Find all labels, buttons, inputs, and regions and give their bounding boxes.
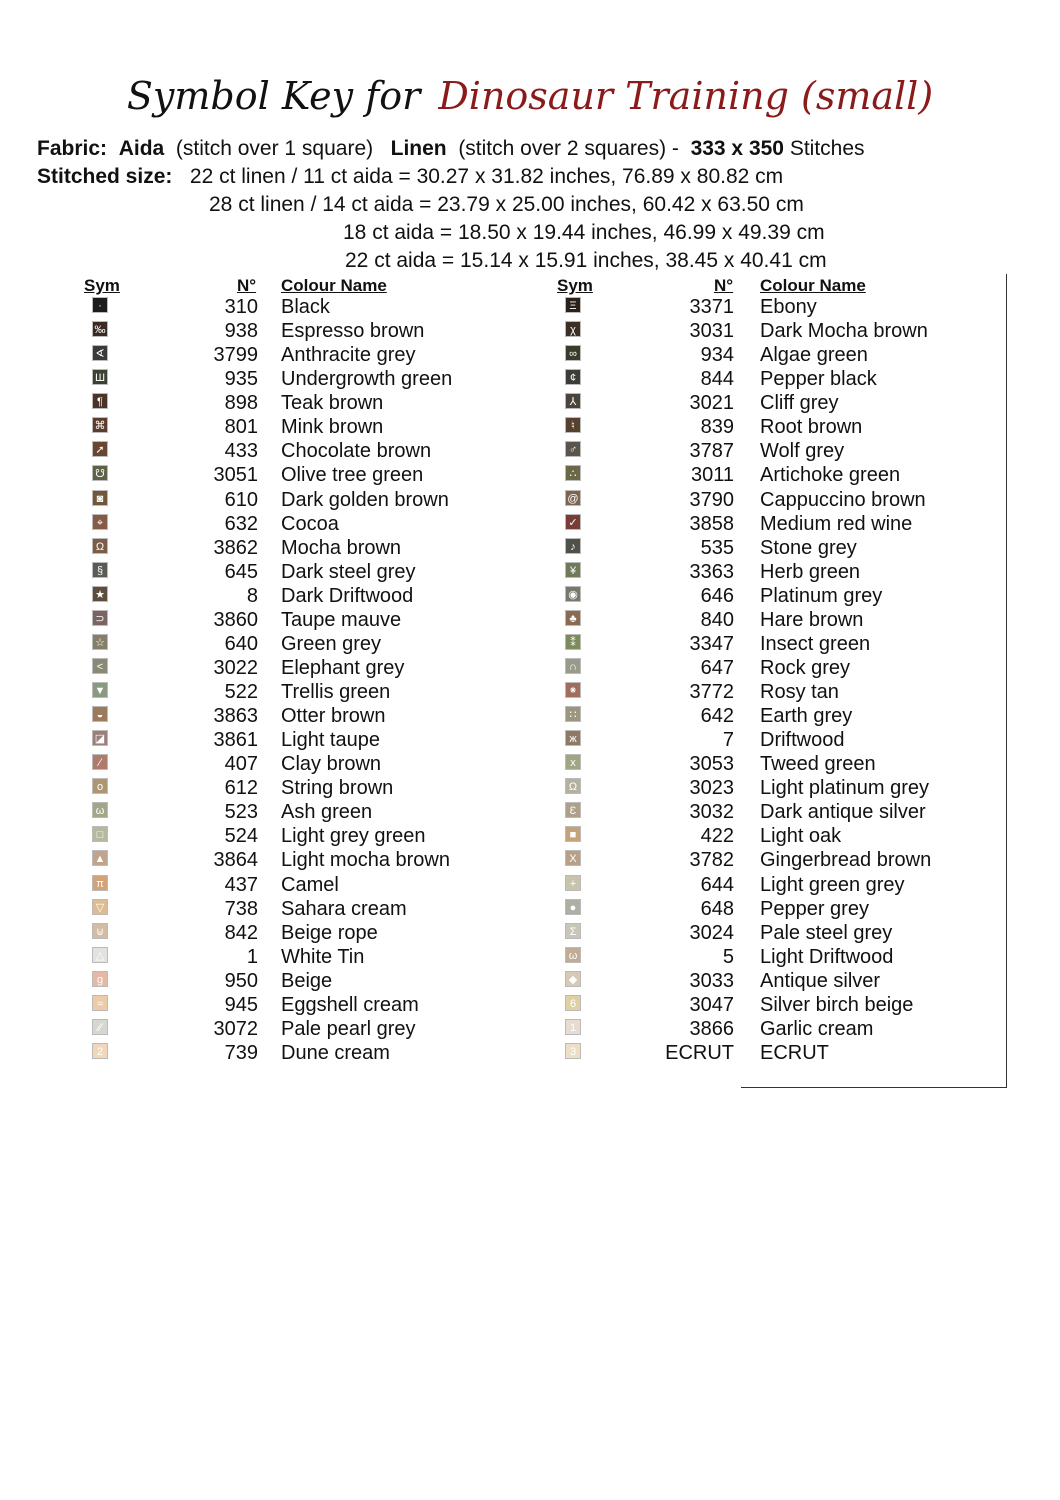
fabric-linen: Linen [390, 137, 447, 160]
thread-number: 647 [700, 656, 734, 679]
fabric-linen-note: (stitch over 2 squares) - [458, 137, 679, 160]
colour-name: Hare brown [760, 608, 864, 631]
thread-number: 3347 [689, 632, 734, 655]
symbol-swatch: Σ [565, 923, 581, 939]
thread-number: 422 [700, 825, 734, 848]
pattern-name: Dinosaur Training (small) [438, 74, 934, 118]
thread-number: 612 [224, 777, 258, 800]
colour-name: Dark golden brown [281, 488, 449, 511]
symbol-swatch: ω [92, 802, 108, 818]
colour-name: Dune cream [281, 1041, 390, 1064]
colour-name: Tweed green [760, 753, 876, 776]
colour-name: Dark steel grey [281, 560, 416, 583]
symbol-swatch: ● [565, 899, 581, 915]
thread-number: ECRUT [665, 1041, 734, 1064]
colour-name: Pale steel grey [760, 921, 893, 944]
colour-name: Light mocha brown [281, 849, 450, 872]
symbol-swatch: ♂ [565, 441, 581, 457]
thread-number: 3371 [689, 296, 734, 318]
thread-number: 7 [722, 729, 734, 752]
symbol-swatch: ж [565, 730, 581, 746]
symbol-swatch: χ [565, 321, 581, 337]
thread-number: 8 [246, 584, 258, 607]
stitch-count: 333 x 350 [690, 137, 784, 160]
colour-name: Gingerbread brown [760, 849, 932, 872]
symbol-swatch: ♣ [565, 610, 581, 626]
symbol-swatch: ◪ [92, 730, 108, 746]
symbol-swatch: ⌖ [92, 514, 108, 530]
thread-number: 3787 [689, 440, 734, 463]
colour-name: Mink brown [281, 416, 384, 439]
colour-name: Stone grey [760, 536, 857, 559]
fabric-line [37, 137, 865, 161]
header-name: Colour Name [281, 276, 387, 295]
colour-name: Teak brown [281, 392, 384, 415]
colour-name: Pepper black [760, 368, 877, 391]
symbol-swatch: 3 [565, 1043, 581, 1059]
symbol-swatch: ▲ [92, 850, 108, 866]
thread-number: 1 [246, 945, 258, 968]
colour-name: String brown [281, 777, 394, 800]
symbol-swatch: ∴ [565, 465, 581, 481]
colour-name: Medium red wine [760, 512, 913, 535]
colour-name: White Tin [281, 945, 365, 968]
thread-number: 3033 [689, 969, 734, 992]
thread-number: 407 [224, 753, 258, 776]
thread-number: 632 [224, 512, 258, 535]
symbol-swatch: ¥ [565, 562, 581, 578]
colour-name: Ebony [760, 296, 817, 318]
colour-name: Driftwood [760, 729, 845, 752]
symbol-swatch: ◒ [92, 706, 108, 722]
colour-name: Wolf grey [760, 440, 845, 463]
bottom-border [741, 1087, 1007, 1088]
size-text: 28 ct linen / 14 ct aida = 23.79 x 25.00 inches, 60.42 x 63.50 cm [209, 193, 804, 216]
colour-name: Cappuccino brown [760, 488, 926, 511]
symbol-swatch: ∩ [565, 658, 581, 674]
symbol-swatch: ≈ [92, 995, 108, 1011]
thread-number: 3053 [689, 753, 734, 776]
colour-name: Light oak [760, 825, 842, 848]
symbol-swatch: ⌘ [92, 417, 108, 433]
symbol-swatch: Ш [92, 369, 108, 385]
thread-number: 642 [700, 705, 734, 728]
thread-number: 3363 [689, 560, 734, 583]
fabric-aida: Aida [118, 137, 165, 160]
thread-number: 898 [224, 392, 258, 415]
colour-name: Cliff grey [760, 392, 839, 415]
symbol-swatch: ⊍ [92, 923, 108, 939]
thread-number: 3011 [690, 464, 734, 487]
header-sym: Sym [84, 276, 120, 295]
symbol-swatch: ⁑ [565, 634, 581, 650]
colour-name: Insect green [760, 632, 871, 655]
colour-name: Anthracite grey [281, 344, 416, 367]
symbol-swatch: ♮ [565, 417, 581, 433]
thread-number: 3862 [213, 536, 258, 559]
colour-name: Dark antique silver [760, 801, 926, 824]
thread-number: 3072 [213, 1017, 258, 1040]
thread-number: 3032 [689, 801, 734, 824]
page-title [0, 74, 1060, 118]
colour-name: Root brown [760, 416, 863, 439]
title-lead: Symbol Key for [126, 74, 421, 118]
thread-number: 648 [700, 897, 734, 920]
colour-name: Pepper grey [760, 897, 869, 920]
colour-name: Light taupe [281, 729, 380, 752]
thread-number: 3022 [213, 656, 258, 679]
symbol-swatch: @ [565, 490, 581, 506]
symbol-swatch: Ω [565, 778, 581, 794]
size-text: 18 ct aida = 18.50 x 19.44 inches, 46.99 x 49.39 cm [343, 221, 825, 244]
thread-number: 523 [224, 801, 258, 824]
symbol-swatch: ♪ [565, 538, 581, 554]
colour-name: Light green grey [760, 873, 905, 896]
thread-number: 646 [700, 584, 734, 607]
header-num: N° [237, 276, 257, 295]
colour-name: Platinum grey [760, 584, 883, 607]
thread-number: 738 [224, 897, 258, 920]
symbol-swatch: Ω [92, 538, 108, 554]
size-line-3 [343, 221, 825, 245]
colour-name: Ash green [281, 801, 373, 824]
size-line-1 [37, 165, 783, 189]
thread-number: 844 [700, 368, 734, 391]
colour-name: Eggshell cream [281, 993, 419, 1016]
thread-number: 645 [224, 560, 258, 583]
colour-name: Garlic cream [760, 1017, 874, 1040]
size-line-4 [345, 249, 827, 273]
symbol-swatch: ¢ [565, 369, 581, 385]
colour-name: ECRUT [760, 1041, 829, 1064]
symbol-swatch: ■ [565, 826, 581, 842]
thread-number: 3051 [213, 464, 258, 487]
symbol-swatch: < [92, 658, 108, 674]
symbol-swatch: ▼ [92, 682, 108, 698]
colour-name: Sahara cream [281, 897, 407, 920]
size-line-2 [209, 193, 804, 217]
size-text: 22 ct linen / 11 ct aida = 30.27 x 31.82 inches, 76.89 x 80.82 cm [189, 165, 784, 188]
colour-name: Light Driftwood [760, 945, 894, 968]
right-border [1006, 274, 1007, 1088]
colour-name: Silver birch beige [760, 993, 914, 1016]
thread-number: 842 [224, 921, 258, 944]
symbol-swatch: ✓ [565, 514, 581, 530]
symbol-swatch: ★ [92, 586, 108, 602]
colour-name: Beige rope [281, 921, 378, 944]
symbol-swatch: Ɛ [565, 802, 581, 818]
thread-number: 535 [700, 536, 734, 559]
symbol-swatch: ◙ [92, 490, 108, 506]
symbol-swatch: · [92, 297, 108, 313]
header-num: N° [714, 276, 734, 295]
symbol-swatch: o [92, 778, 108, 794]
thread-number: 739 [224, 1041, 258, 1064]
header-name: Colour Name [760, 276, 866, 295]
symbol-swatch: Χ [565, 850, 581, 866]
colour-name: Antique silver [760, 969, 881, 992]
thread-number: 3858 [689, 512, 734, 535]
symbol-swatch: ◉ [565, 586, 581, 602]
thread-number: 3799 [213, 344, 258, 367]
thread-number: 3790 [689, 488, 734, 511]
thread-number: 839 [700, 416, 734, 439]
thread-number: 938 [224, 320, 258, 343]
colour-name: Algae green [760, 344, 868, 367]
thread-number: 801 [224, 416, 258, 439]
colour-name: Camel [281, 873, 339, 896]
symbol-swatch: ‰ [92, 321, 108, 337]
colour-name: Cocoa [281, 512, 339, 535]
symbol-swatch: ⅄ [565, 393, 581, 409]
colour-name: Undergrowth green [281, 368, 453, 391]
symbol-swatch: 2 [92, 1043, 108, 1059]
thread-number: 610 [224, 488, 258, 511]
thread-number: 3024 [689, 921, 734, 944]
thread-number: 3866 [689, 1017, 734, 1040]
colour-name: Espresso brown [281, 320, 425, 343]
colour-name: Rosy tan [760, 681, 839, 703]
stitch-word: Stitches [789, 137, 865, 160]
symbol-swatch: § [92, 562, 108, 578]
symbol-swatch: □ [92, 826, 108, 842]
colour-name: Olive tree green [281, 464, 424, 487]
thread-number: 3047 [689, 993, 734, 1016]
colour-name: Light platinum grey [760, 777, 929, 800]
symbol-swatch: Ξ [565, 297, 581, 313]
thread-number: 945 [224, 993, 258, 1016]
thread-number: 644 [700, 873, 734, 896]
thread-number: 934 [700, 344, 734, 367]
thread-number: 522 [224, 681, 258, 703]
colour-name: Clay brown [281, 753, 382, 776]
thread-number: 3021 [689, 392, 734, 415]
colour-name: Light grey green [281, 825, 426, 848]
colour-name: Black [281, 296, 330, 318]
colour-name: Mocha brown [281, 536, 402, 559]
colour-name: Chocolate brown [281, 440, 432, 463]
symbol-swatch: ⁄⁄ [92, 1019, 108, 1035]
colour-name: Beige [281, 969, 333, 992]
symbol-swatch: + [565, 875, 581, 891]
thread-number: 840 [700, 608, 734, 631]
symbol-swatch: 6 [565, 995, 581, 1011]
thread-number: 433 [224, 440, 258, 463]
colour-name: Trellis green [281, 681, 391, 703]
symbol-swatch: ➚ [92, 441, 108, 457]
thread-number: 640 [224, 632, 258, 655]
symbol-swatch: 1 [565, 1019, 581, 1035]
size-text: 22 ct aida = 15.14 x 15.91 inches, 38.45 x 40.41 cm [345, 249, 827, 272]
symbol-swatch: ⁄ [92, 754, 108, 770]
symbol-swatch: x [565, 754, 581, 770]
symbol-swatch: ∞ [565, 345, 581, 361]
symbol-swatch: ☋ [92, 465, 108, 481]
colour-name: Rock grey [760, 656, 851, 679]
symbol-swatch: ∷ [565, 706, 581, 722]
symbol-swatch: ∢ [92, 345, 108, 361]
colour-name: Artichoke green [760, 464, 901, 487]
symbol-swatch: ☆ [92, 634, 108, 650]
thread-number: 524 [224, 825, 258, 848]
symbol-swatch: π [92, 875, 108, 891]
thread-number: 3031 [689, 320, 734, 343]
thread-number: 437 [224, 873, 258, 896]
fabric-label: Fabric: [37, 137, 108, 160]
size-label: Stitched size: [37, 165, 173, 188]
symbol-swatch: ¶ [92, 393, 108, 409]
symbol-swatch: g [92, 971, 108, 987]
thread-number: 3772 [689, 681, 734, 703]
colour-name: Otter brown [281, 705, 386, 728]
colour-name: Dark Driftwood [281, 584, 414, 607]
colour-name: Pale pearl grey [281, 1017, 416, 1040]
header-sym: Sym [557, 276, 593, 295]
thread-number: 950 [224, 969, 258, 992]
symbol-swatch: ω [565, 947, 581, 963]
fabric-aida-note: (stitch over 1 square) [175, 137, 374, 160]
colour-name: Elephant grey [281, 656, 405, 679]
thread-number: 3864 [213, 849, 258, 872]
colour-name: Herb green [760, 560, 861, 583]
colour-name: Taupe mauve [281, 608, 402, 631]
thread-number: 5 [722, 945, 734, 968]
symbol-swatch: ▽ [92, 899, 108, 915]
thread-number: 3863 [213, 705, 258, 728]
thread-number: 935 [224, 368, 258, 391]
thread-number: 3782 [689, 849, 734, 872]
colour-name: Earth grey [760, 705, 853, 728]
thread-number: 3861 [213, 729, 258, 752]
symbol-swatch: △ [92, 947, 108, 963]
symbol-swatch: ⊃ [92, 610, 108, 626]
colour-name: Dark Mocha brown [760, 320, 928, 343]
thread-number: 310 [224, 296, 258, 318]
colour-name: Green grey [281, 632, 382, 655]
thread-number: 3023 [689, 777, 734, 800]
symbol-swatch: ⁕ [565, 682, 581, 698]
symbol-swatch: ◆ [565, 971, 581, 987]
thread-number: 3860 [213, 608, 258, 631]
